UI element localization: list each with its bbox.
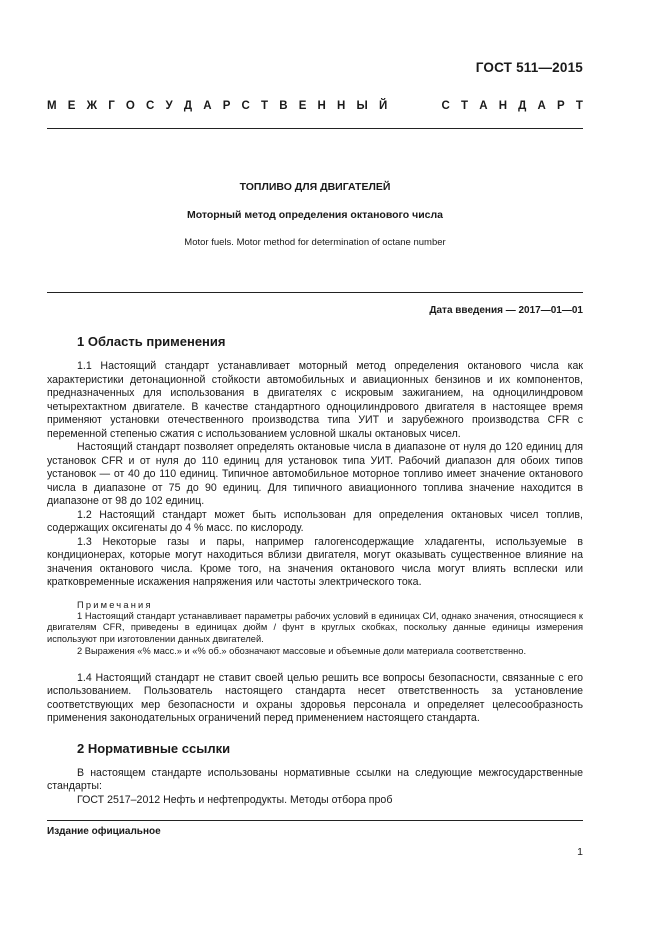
paragraph-1-4: 1.4 Настоящий стандарт не ставит своей целью решить все вопросы безопасности, связанные с его использованием. Пользователь настоящего стандарта несет ответственность за установление соответствующих мер безопасности и охраны здоровья персонала и определяет целесообразность применения законодательных ограничений перед применением настоящего стандарта. <box>47 671 583 725</box>
banner-letter <box>427 100 430 112</box>
banner-letter: Й <box>378 100 388 112</box>
section-1-heading: 1 Область применения <box>77 334 226 349</box>
main-content <box>47 333 583 807</box>
banner-letter: Н <box>498 100 507 112</box>
banner-letter: Г <box>108 100 115 112</box>
banner-letter <box>398 100 401 112</box>
banner-letter: М <box>47 100 57 112</box>
banner-letter: Т <box>575 100 583 112</box>
banner-letter: Н <box>317 100 326 112</box>
note-1: 1 Настоящий стандарт устанавливает параметры рабочих условий в единицах СИ, однако значения, относящиеся к двигателям CFR, приведены в единицах дюйм / фунт в круглых скобках, поскольку данные единицы измерения используют при изготовлении данных двигателей. <box>47 610 583 645</box>
document-subtitle: Моторный метод определения октанового числа <box>186 209 444 221</box>
paragraph-1-1-range: Настоящий стандарт позволяет определять октановые числа в диапазоне от нуля до 120 единиц для установок CFR и от нуля до 110 единиц для установок типа УИТ. Рабочий диапазон для обоих типов установок — от 40 до 110 единиц. Типичное автомобильное моторное топливо имеет значение октанового числа в диапазоне от 75 до 90 единиц. Для типичного авиационного топлива значение находится в диапазоне от 98 до 102 единиц. <box>47 441 583 507</box>
introduction-date: Дата введения — 2017—01—01 <box>429 305 583 316</box>
banner-letter: Д <box>183 100 193 112</box>
document-code: ГОСТ 511—2015 <box>475 60 583 75</box>
paragraph-1-2: 1.2 Настоящий стандарт может быть использован для определения октановых чисел топлив, содержащих оксигенаты до 4 % масс. по кислороду. <box>47 508 583 534</box>
paragraph-1-1: 1.1 Настоящий стандарт устанавливает моторный метод определения октанового числа как характеристики детонационной стойкости автомобильных и авиационных бензинов и их компонентов, предназначенных для использования в двигателях с искровым зажиганием, на одноцилиндровом четырехтактном двигателе. В качестве стандартного одноцилиндрового двигателя в настоящее время применяют установки отечественного производства типа УИТ и зарубежного производства CFR с переменной степенью сжатия с использованием условной шкалы октановых чисел. <box>47 360 583 440</box>
notes-heading: Примечания <box>77 599 153 610</box>
reference-gost-2517: ГОСТ 2517–2012 Нефть и нефтепродукты. Методы отбора проб <box>77 793 393 806</box>
interstate-standard-banner <box>47 100 583 112</box>
banner-letter: Т <box>461 100 469 112</box>
page-number: 1 <box>577 846 583 858</box>
title-block <box>47 180 583 250</box>
note-2: 2 Выражения «% масс.» и «% об.» обозначают массовые и объемные доли материала соответственно. <box>77 645 527 656</box>
paragraph-2-intro: В настоящем стандарте использованы нормативные ссылки на следующие межгосударственные стандарты: <box>47 766 583 793</box>
footer-rule <box>47 820 583 821</box>
banner-letter: С <box>146 100 155 112</box>
banner-letter: Д <box>518 100 527 112</box>
banner-letter: Т <box>261 100 269 112</box>
section-2-heading: 2 Нормативные ссылки <box>77 740 231 756</box>
banner-letter: А <box>203 100 212 112</box>
title-rule <box>47 292 583 293</box>
english-title: Motor fuels. Motor method for determination of octane number <box>184 237 446 248</box>
banner-letter: Ж <box>86 100 98 112</box>
banner-letter: А <box>537 100 546 112</box>
banner-letter: С <box>441 100 450 112</box>
banner-letter: У <box>165 100 173 112</box>
official-edition-label: Издание официальное <box>47 826 161 837</box>
banner-letter: А <box>479 100 488 112</box>
document-title: ТОПЛИВО ДЛЯ ДВИГАТЕЛЕЙ <box>239 181 391 193</box>
banner-letter: Р <box>222 100 231 112</box>
banner-letter <box>413 100 416 112</box>
banner-letter: Ы <box>356 100 368 112</box>
banner-letter: Е <box>67 100 76 112</box>
banner-letter: Р <box>557 100 565 112</box>
banner-letter: Е <box>298 100 307 112</box>
top-rule <box>47 128 583 129</box>
banner-letter: Н <box>337 100 346 112</box>
banner-letter: С <box>241 100 250 112</box>
banner-letter: В <box>279 100 288 112</box>
banner-letter: О <box>125 100 135 112</box>
paragraph-1-3: 1.3 Некоторые газы и пары, например галогенсодержащие хладагенты, используемые в кондиционерах, которые могут находиться вблизи двигателя, могут оказывать существенное влияние на значения октанового числа. Кроме того, на значения октанового числа могут влиять всплески или кратковременные искажения напряжения или частоты электрического тока. <box>47 535 583 588</box>
